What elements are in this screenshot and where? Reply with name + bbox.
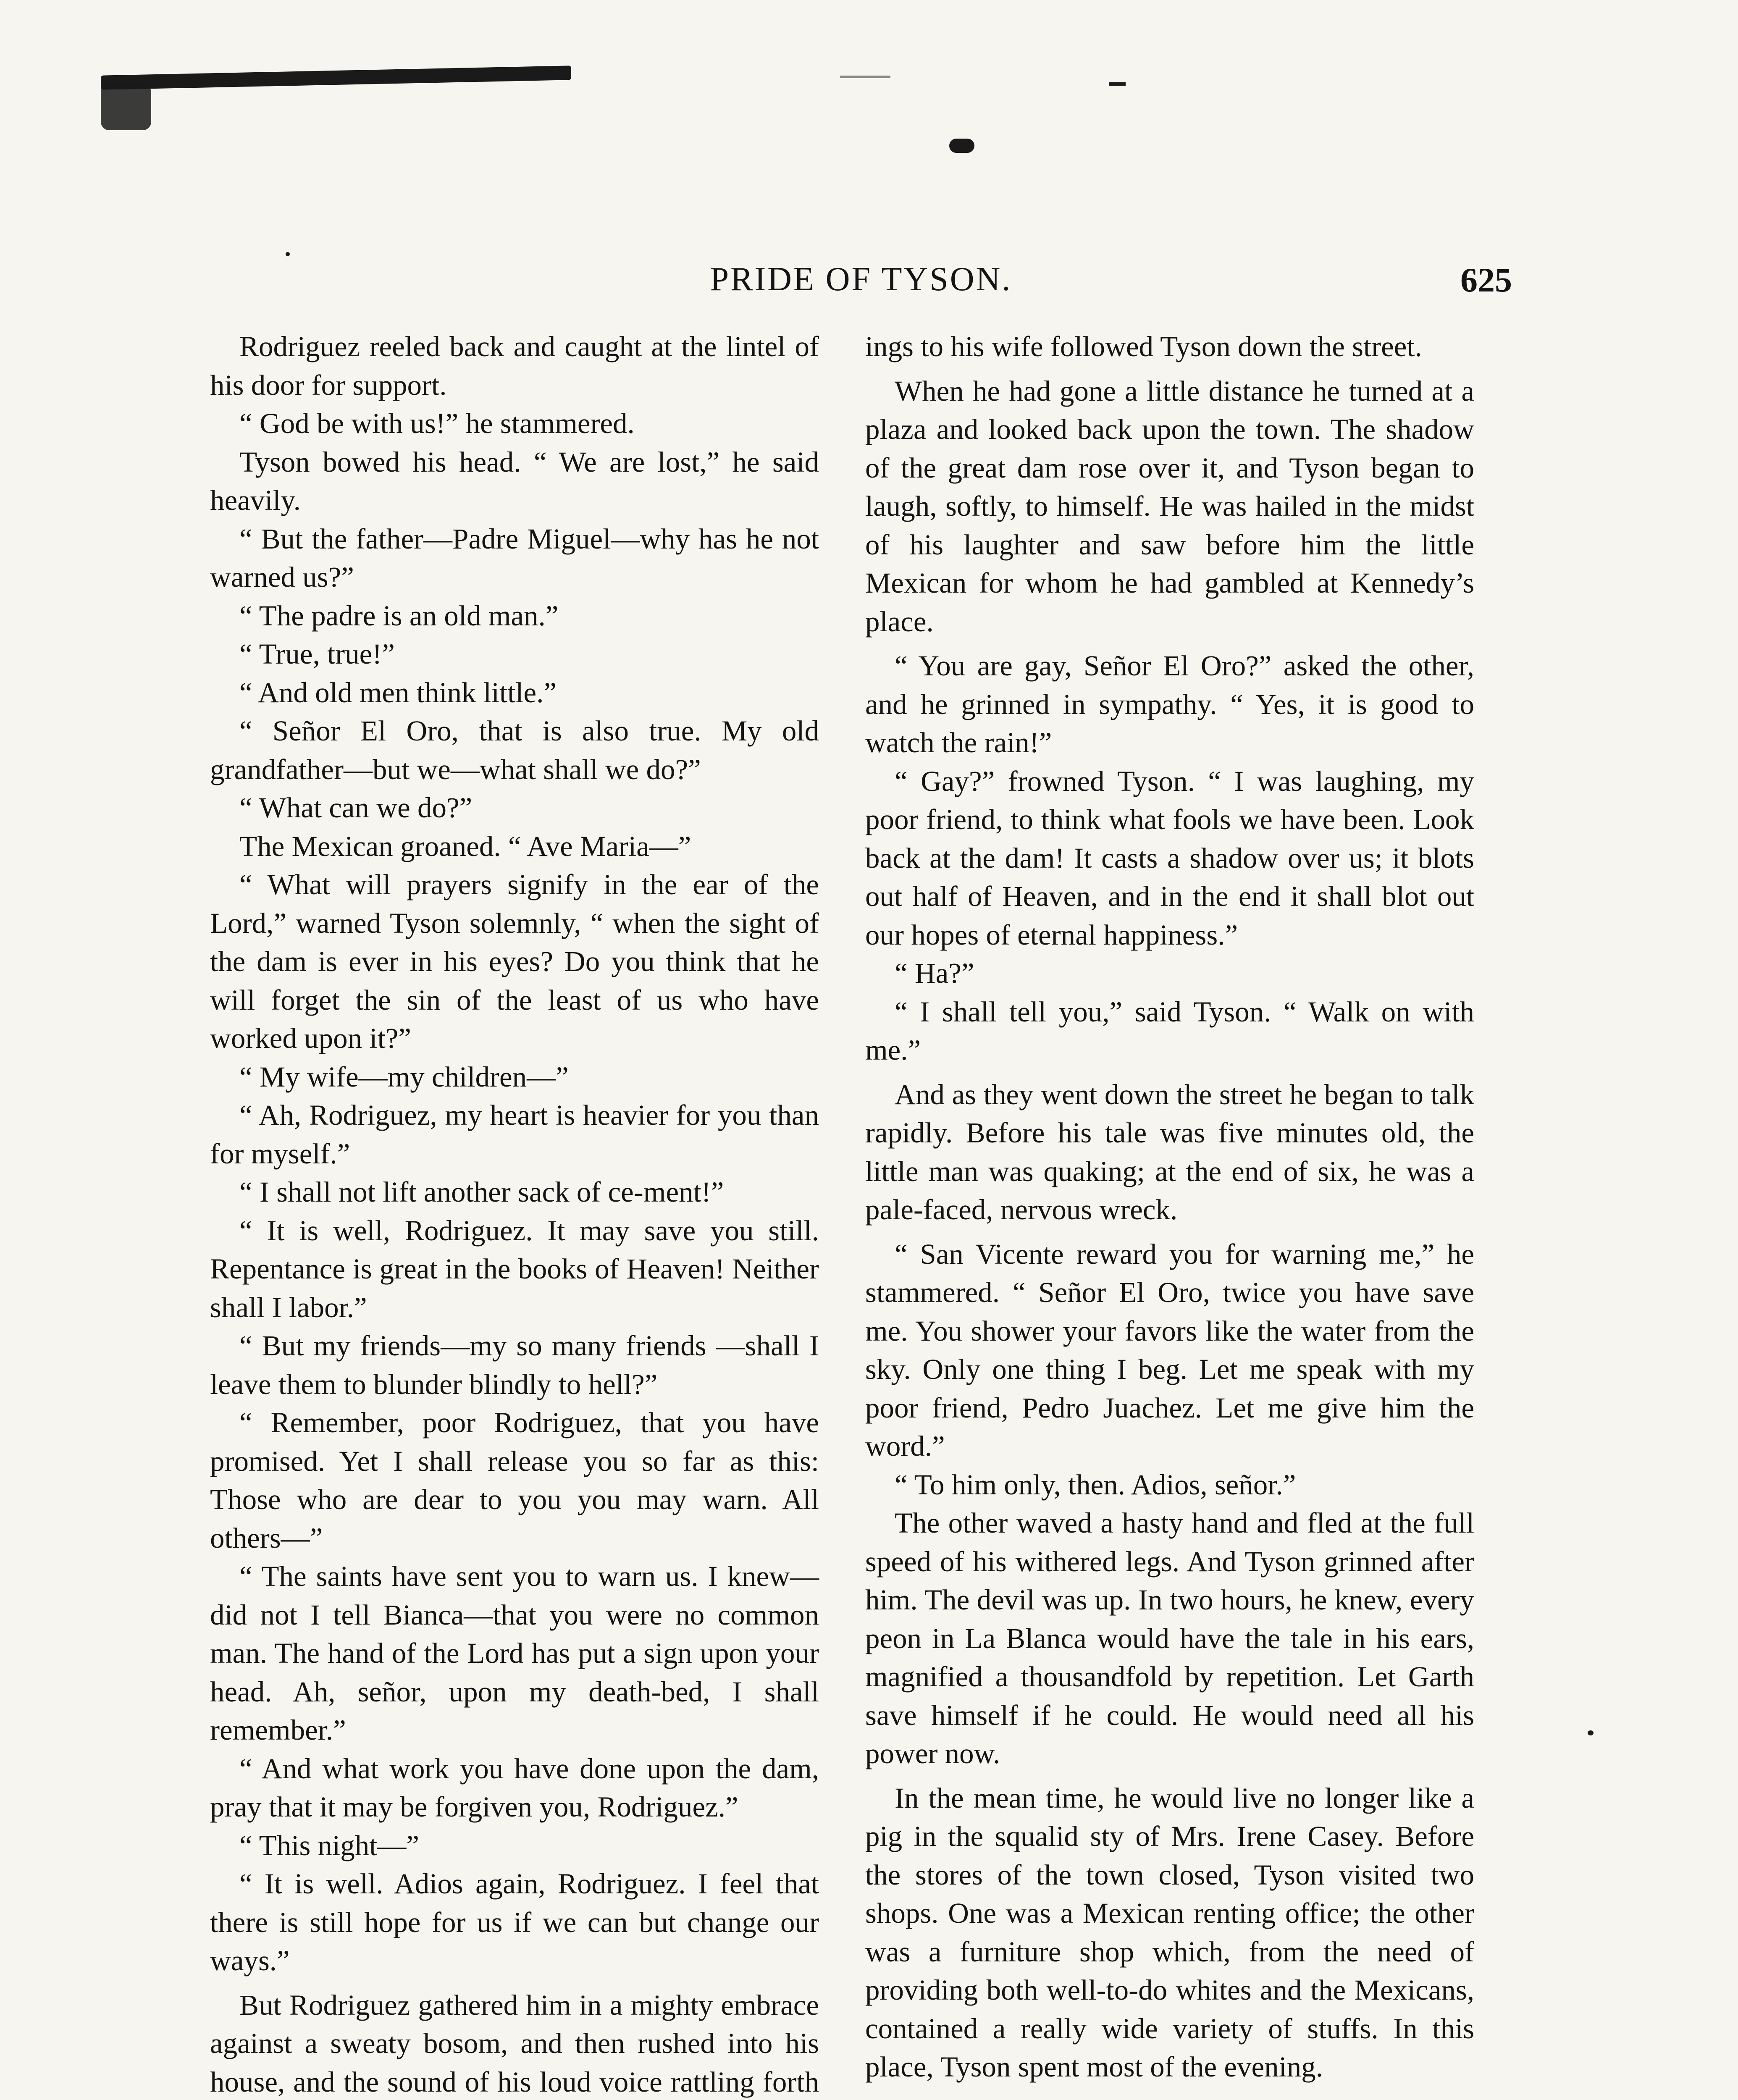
paragraph: When he had gone a little distance he turned at a plaza and looked back upon the town. The shadow of the great dam rose over it, and Tyson began to laugh, softly, to himself. He was hailed in the midst of his laughter and saw before him the little Mexican for whom he had gambled at Kennedy’s place. xyxy=(865,375,1474,638)
paragraph: “ The saints have sent you to warn us. I knew—did not I tell Bianca—that you were no common man. The hand of the Lord has put a sign upon your head. Ah, señor, upon my death-bed, I shall remember.” xyxy=(210,1560,819,1746)
paragraph: “ Gay?” frowned Tyson. “ I was laughing, my poor friend, to think what fools we have been. Look back at the dam! It casts a shadow over us; it blots out half of Heaven, and in the end it shall blot out our hopes of eternal happiness.” xyxy=(865,765,1474,951)
paragraph: “ Remember, poor Rodriguez, that you have promised. Yet I shall release you so far as this: Those who are dear to you you may warn. All others—” xyxy=(210,1407,819,1554)
running-title: PRIDE OF TYSON. xyxy=(710,261,1012,298)
paragraph: “ But the father—Padre Miguel—why has he not warned us?” xyxy=(210,522,819,593)
paragraph: “ What will prayers signify in the ear of the Lord,” warned Tyson solemnly, “ when the sight of the dam is ever in his eyes? Do you think that he will forget the sin of the least of us who have worked upon it?” xyxy=(210,869,819,1054)
paragraph: The other waved a hasty hand and fled at the full speed of his withered legs. And Tyson grinned after him. The devil was up. In two hours, he knew, every peon in La Blanca would have the tale in his ears, magnified a thousandfold by repetition. Let Garth save himself if he could. He would need all his power now. xyxy=(865,1507,1474,1769)
scan-dash-mark-small xyxy=(1109,82,1126,86)
paragraph: “ It is well, Rodriguez. It may save you still. Repentance is great in the books of Heaven! Neither shall I labor.” xyxy=(210,1214,819,1323)
paragraph: Rodriguez reeled back and caught at the lintel of his door for support. xyxy=(210,331,819,401)
paragraph: Tyson bowed his head. “ We are lost,” he said heavily. xyxy=(210,446,819,516)
paragraph: “ God be with us!” he stammered. xyxy=(239,407,635,439)
scan-smudge-top xyxy=(101,66,571,89)
paragraph: In the mean time, he would live no longer like a pig in the squalid sty of Mrs. Irene Casey. Before the stores of the town closed, Tyson visited two shops. One was a Mexican renting office; the other was a furniture shop which, from the need of providing both well-to-do whites and the Mexicans, contained a really wide variety of stuffs. In this place, Tyson spent most of the evening. xyxy=(865,1782,1474,2083)
paragraph: “ True, true!” xyxy=(239,638,395,670)
scan-smudge-corner xyxy=(101,84,151,130)
paragraph-continuation: ings to his wife followed Tyson down the street. xyxy=(865,331,1422,362)
text-column-right xyxy=(865,328,1474,2087)
paragraph: “ To him only, then. Adios, señor.” xyxy=(895,1468,1296,1501)
paragraph: “ The padre is an old man.” xyxy=(239,599,559,632)
paragraph: “ I shall tell you,” said Tyson. “ Walk on with me.” xyxy=(865,995,1474,1066)
page-header xyxy=(210,260,1512,307)
paragraph: “ What can we do?” xyxy=(239,792,473,824)
paragraph: “ And what work you have done upon the dam, pray that it may be forgiven you, Rodriguez.” xyxy=(210,1752,819,1823)
paragraph: “ It is well. Adios again, Rodriguez. I feel that there is still hope for us if we can but change our ways.” xyxy=(210,1868,819,1977)
paragraph: “ Ah, Rodriguez, my heart is heavier for you than for myself.” xyxy=(210,1099,819,1170)
paragraph: “ I shall not lift another sack of ce-ment!” xyxy=(239,1176,724,1208)
scan-dot-margin xyxy=(1588,1730,1594,1735)
paragraph: “ You are gay, Señor El Oro?” asked the other, and he grinned in sympathy. “ Yes, it is good to watch the rain!” xyxy=(865,650,1474,759)
scan-dash-mark xyxy=(840,76,890,78)
paragraph: “ Señor El Oro, that is also true. My old grandfather—but we—what shall we do?” xyxy=(210,715,819,785)
scan-dot-left xyxy=(286,252,290,256)
paragraph: “ And old men think little.” xyxy=(239,676,557,709)
paragraph: But Rodriguez gathered him in a mighty embrace against a sweaty bosom, and then rushed into his house, and the sound of his loud voice rattling forth xyxy=(210,1989,819,2098)
paragraph: “ San Vicente reward you for warning me,” he stammered. “ Señor El Oro, twice you have save me. You shower your favors like the water from the sky. Only one thing I beg. Let me speak with my poor friend, Pedro Juachez. Let me give him the word.” xyxy=(865,1238,1474,1462)
paragraph: “ This night—” xyxy=(239,1829,420,1861)
paragraph: “ Ha?” xyxy=(895,957,974,989)
paragraph: “ My wife—my children—” xyxy=(239,1060,569,1093)
paragraph: And as they went down the street he began to talk rapidly. Before his tale was five minutes old, the little man was quaking; at the end of six, he was a pale-faced, nervous wreck. xyxy=(865,1078,1474,1226)
paragraph: The Mexican groaned. “ Ave Maria—” xyxy=(239,830,691,862)
page-number: 625 xyxy=(1460,261,1512,299)
paragraph: “ But my friends—my so many friends —shall I leave them to blunder blindly to hell?” xyxy=(210,1330,819,1400)
scan-ink-spot xyxy=(949,139,974,153)
text-column-left xyxy=(210,328,819,2100)
